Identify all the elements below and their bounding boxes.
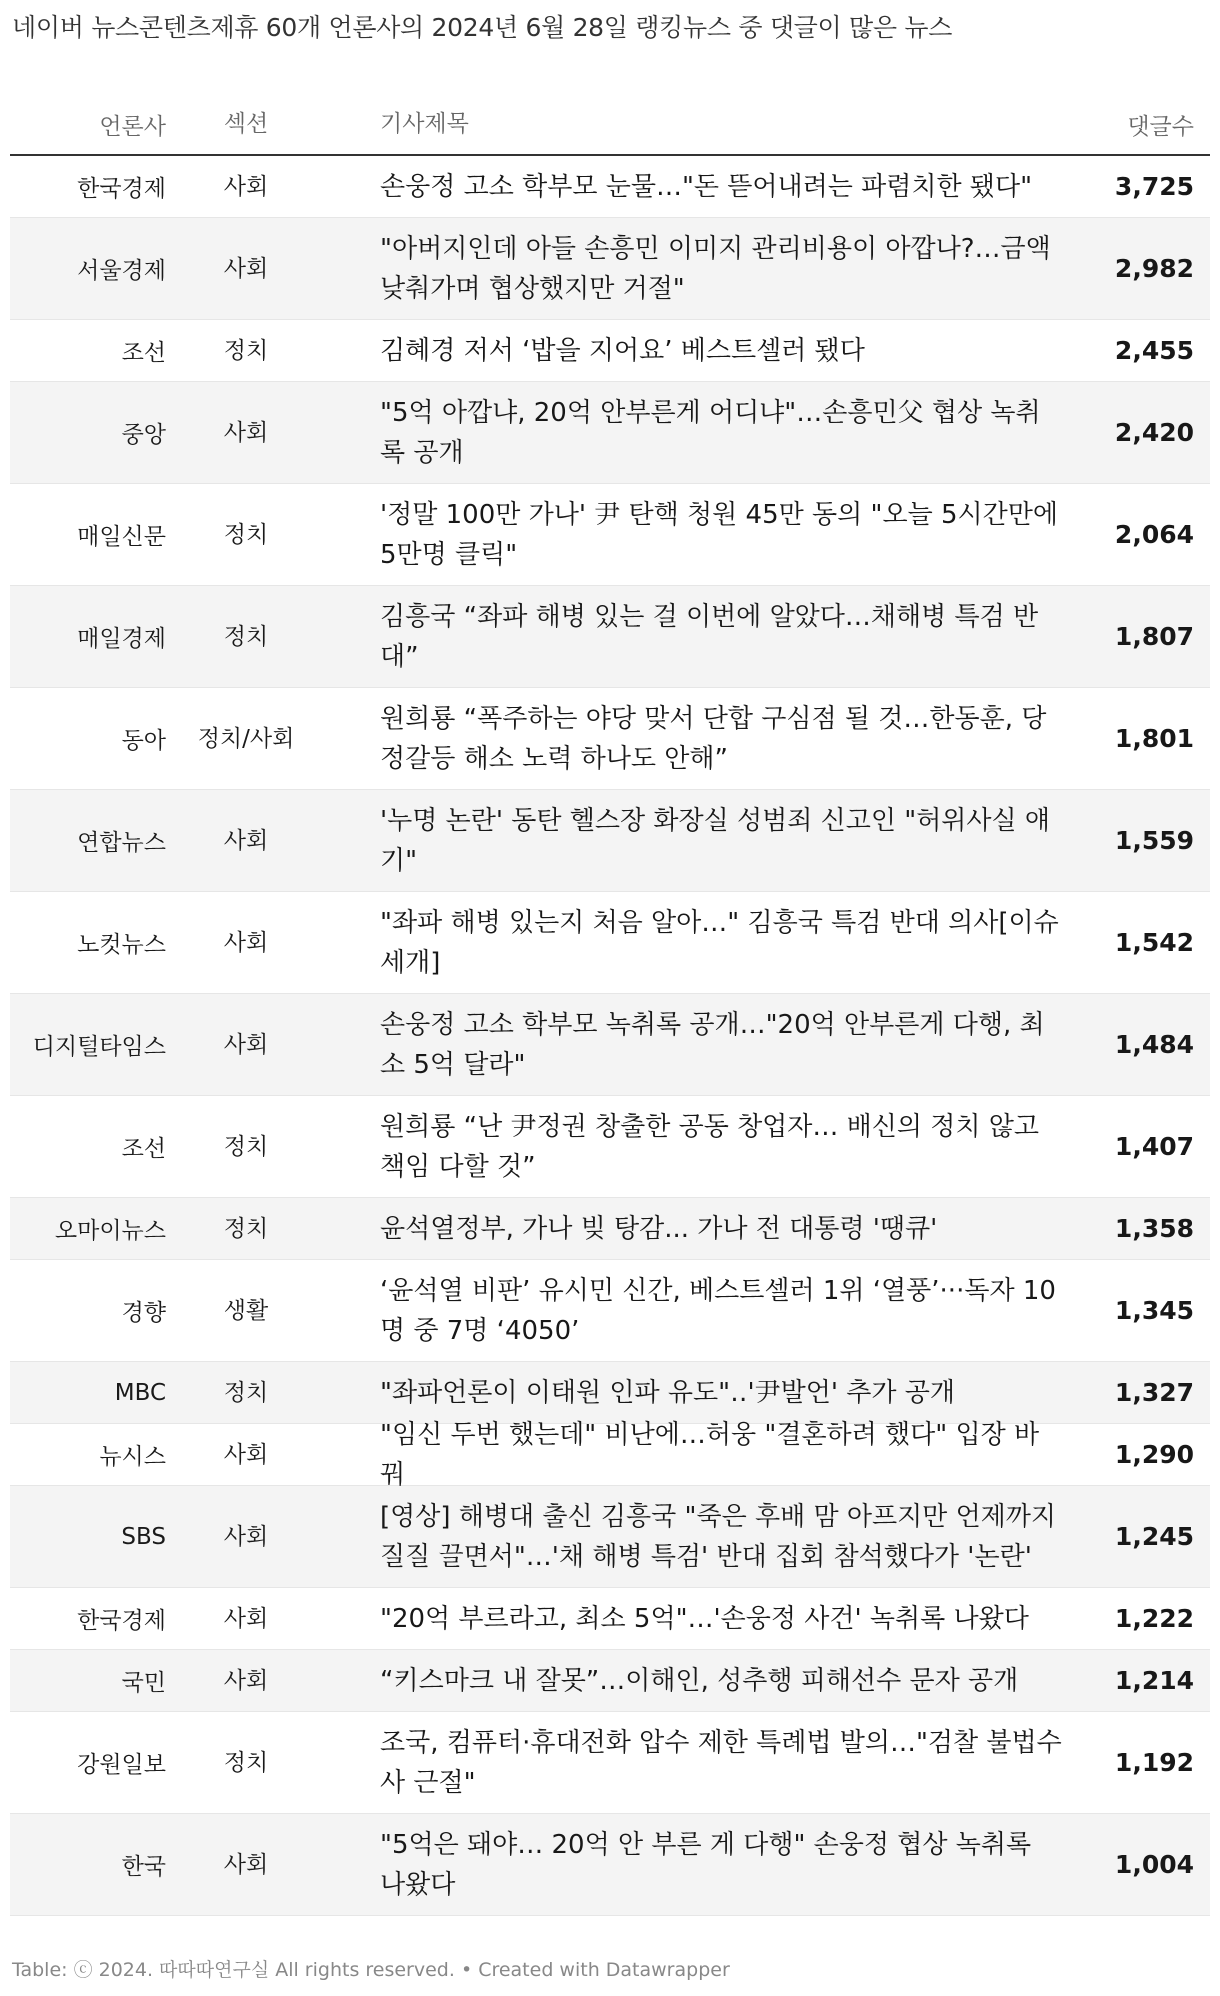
- header-title[interactable]: 기사제목: [380, 111, 469, 137]
- cell-section: 사회: [223, 1441, 269, 1468]
- cell-press: 조선: [121, 1136, 166, 1162]
- cell-comments: 1,192: [1114, 1748, 1194, 1777]
- cell-title: 윤석열정부, 가나 빚 탕감... 가나 전 대통령 '땡큐': [380, 1213, 938, 1244]
- page-title: 네이버 뉴스콘텐츠제휴 60개 언론사의 2024년 6월 28일 랭킹뉴스 중 댓글이 많은 뉴스: [12, 13, 953, 42]
- cell-press: 한국경제: [77, 1608, 166, 1634]
- cell-comments: 1,407: [1114, 1132, 1194, 1161]
- cell-press: 중앙: [121, 422, 166, 448]
- cell-section: 사회: [223, 1605, 269, 1632]
- cell-press: 한국: [121, 1854, 166, 1880]
- table-row: [10, 1096, 1210, 1198]
- cell-title: '누명 논란' 동탄 헬스장 화장실 성범죄 신고인 "허위사실 얘기": [380, 805, 1051, 876]
- cell-title: [영상] 해병대 출신 김흥국 "죽은 후배 맘 아프지만 언제까지 질질 끌면서"…'채 해병 특검' 반대 집회 참석했다가 '논란': [380, 1501, 1057, 1572]
- cell-title: 손웅정 고소 학부모 눈물…"돈 뜯어내려는 파렴치한 됐다": [380, 171, 1033, 202]
- cell-title: 조국, 컴퓨터·휴대전화 압수 제한 특례법 발의…"검찰 불법수사 근절": [380, 1727, 1062, 1798]
- table-footer: Table: ⓒ 2024. 따따따연구실 All rights reserved. • Created with Datawrapper: [12, 1959, 730, 1981]
- table-row: [10, 1588, 1210, 1650]
- cell-section: 사회: [223, 929, 269, 956]
- table-row: [10, 1419, 1210, 1490]
- cell-press: 강원일보: [77, 1752, 166, 1778]
- table-header: [10, 94, 1210, 156]
- cell-title: 원희룡 “난 尹정권 창출한 공동 창업자… 배신의 정치 않고 책임 다할 것”: [380, 1111, 1040, 1182]
- cell-press: 동아: [121, 728, 166, 754]
- header-press[interactable]: 언론사: [99, 113, 166, 140]
- cell-section: 정치: [223, 1379, 269, 1406]
- cell-comments: 1,484: [1114, 1030, 1194, 1059]
- header-comments[interactable]: 댓글수: [1127, 113, 1194, 140]
- cell-press: 오마이뉴스: [54, 1218, 166, 1244]
- cell-title: 원희룡 “폭주하는 야당 맞서 단합 구심점 될 것…한동훈, 당정갈등 해소 노력 하나도 안해”: [380, 703, 1047, 774]
- table-row: [10, 994, 1210, 1096]
- cell-section: 사회: [223, 173, 269, 200]
- cell-comments: 1,004: [1114, 1850, 1194, 1879]
- cell-section: 정치: [223, 337, 269, 364]
- cell-press: 조선: [121, 340, 166, 366]
- cell-press: 서울경제: [77, 258, 166, 284]
- cell-comments: 1,245: [1114, 1522, 1194, 1551]
- cell-section: 정치: [223, 1215, 269, 1242]
- cell-press: 국민: [121, 1670, 166, 1696]
- cell-comments: 1,290: [1114, 1440, 1194, 1469]
- cell-comments: 1,807: [1114, 622, 1194, 651]
- table-row: [10, 218, 1210, 320]
- cell-title: 김혜경 저서 ‘밥을 지어요’ 베스트셀러 됐다: [380, 335, 865, 366]
- cell-section: 정치/사회: [197, 725, 295, 752]
- cell-title: 손웅정 고소 학부모 녹취록 공개…"20억 안부른게 다행, 최소 5억 달라": [380, 1009, 1045, 1080]
- cell-press: 매일신문: [77, 524, 166, 550]
- cell-comments: 1,358: [1114, 1214, 1194, 1243]
- cell-title: "아버지인데 아들 손흥민 이미지 관리비용이 아깝나?…금액 낮춰가며 협상했지만 거절": [380, 233, 1051, 304]
- table-row: [10, 1650, 1210, 1712]
- cell-title: 김흥국 “좌파 해병 있는 걸 이번에 알았다…채해병 특검 반대”: [380, 601, 1039, 672]
- header-section[interactable]: 섹션: [223, 111, 269, 137]
- cell-comments: 1,222: [1114, 1604, 1194, 1633]
- table-row: [10, 484, 1210, 586]
- cell-press: 연합뉴스: [77, 830, 166, 856]
- table-row: [10, 1814, 1210, 1916]
- table-row: [10, 688, 1210, 790]
- table-body: [10, 156, 1210, 1916]
- cell-title: "5억 아깝냐, 20억 안부른게 어디냐"…손흥민父 협상 녹취록 공개: [380, 397, 1041, 468]
- cell-section: 사회: [223, 1851, 269, 1878]
- cell-title: '정말 100만 가나' 尹 탄핵 청원 45만 동의 "오늘 5시간만에 5만명 클릭": [380, 499, 1058, 570]
- table-row: [10, 790, 1210, 892]
- cell-comments: 1,345: [1114, 1296, 1194, 1325]
- table-row: [10, 1198, 1210, 1260]
- cell-comments: 1,801: [1114, 724, 1194, 753]
- comments-table: [10, 94, 1210, 1916]
- cell-press: 경향: [121, 1300, 166, 1326]
- cell-press: 노컷뉴스: [77, 932, 166, 958]
- cell-press: MBC: [114, 1379, 166, 1406]
- cell-press: 한국경제: [77, 176, 166, 202]
- cell-section: 생활: [223, 1297, 269, 1324]
- cell-title: “키스마크 내 잘못”…이해인, 성추행 피해선수 문자 공개: [380, 1665, 1019, 1696]
- cell-section: 사회: [223, 1031, 269, 1058]
- table-row: [10, 156, 1210, 218]
- cell-title: "임신 두번 했는데" 비난에…허웅 "결혼하려 했다" 입장 바꿔: [380, 1419, 1040, 1490]
- cell-comments: 2,455: [1114, 336, 1194, 365]
- cell-comments: 2,982: [1114, 254, 1194, 283]
- cell-comments: 1,214: [1114, 1666, 1194, 1695]
- cell-section: 사회: [223, 1523, 269, 1550]
- table-row: [10, 1712, 1210, 1814]
- cell-title: "좌파언론이 이태원 인파 유도"‥'尹발언' 추가 공개: [380, 1377, 955, 1408]
- cell-comments: 1,559: [1114, 826, 1194, 855]
- cell-section: 사회: [223, 419, 269, 446]
- cell-press: 매일경제: [77, 626, 166, 652]
- cell-press: 뉴시스: [99, 1444, 166, 1470]
- cell-section: 사회: [223, 827, 269, 854]
- cell-comments: 2,420: [1114, 418, 1194, 447]
- table-row: [10, 1260, 1210, 1362]
- cell-section: 사회: [223, 1667, 269, 1694]
- cell-title: "5억은 돼야… 20억 안 부른 게 다행" 손웅정 협상 녹취록 나왔다: [380, 1829, 1032, 1900]
- cell-section: 사회: [223, 255, 269, 282]
- table-row: [10, 892, 1210, 994]
- cell-section: 정치: [223, 521, 269, 548]
- cell-section: 정치: [223, 623, 269, 650]
- cell-title: "좌파 해병 있는지 처음 알아…" 김흥국 특검 반대 의사[이슈세개]: [380, 907, 1059, 978]
- cell-comments: 3,725: [1114, 172, 1194, 201]
- cell-section: 정치: [223, 1133, 269, 1160]
- cell-press: SBS: [121, 1523, 166, 1550]
- cell-title: "20억 부르라고, 최소 5억"…'손웅정 사건' 녹취록 나왔다: [380, 1603, 1029, 1634]
- table-row: [10, 320, 1210, 382]
- cell-comments: 2,064: [1114, 520, 1194, 549]
- cell-section: 정치: [223, 1749, 269, 1776]
- cell-comments: 1,542: [1114, 928, 1194, 957]
- cell-comments: 1,327: [1114, 1378, 1194, 1407]
- cell-press: 디지털타임스: [32, 1034, 166, 1060]
- table-row: [10, 586, 1210, 688]
- table-row: [10, 382, 1210, 484]
- cell-title: ‘윤석열 비판’ 유시민 신간, 베스트셀러 1위 ‘열풍’···독자 10명 중 7명 ‘4050’: [380, 1275, 1056, 1346]
- table-row: [10, 1486, 1210, 1588]
